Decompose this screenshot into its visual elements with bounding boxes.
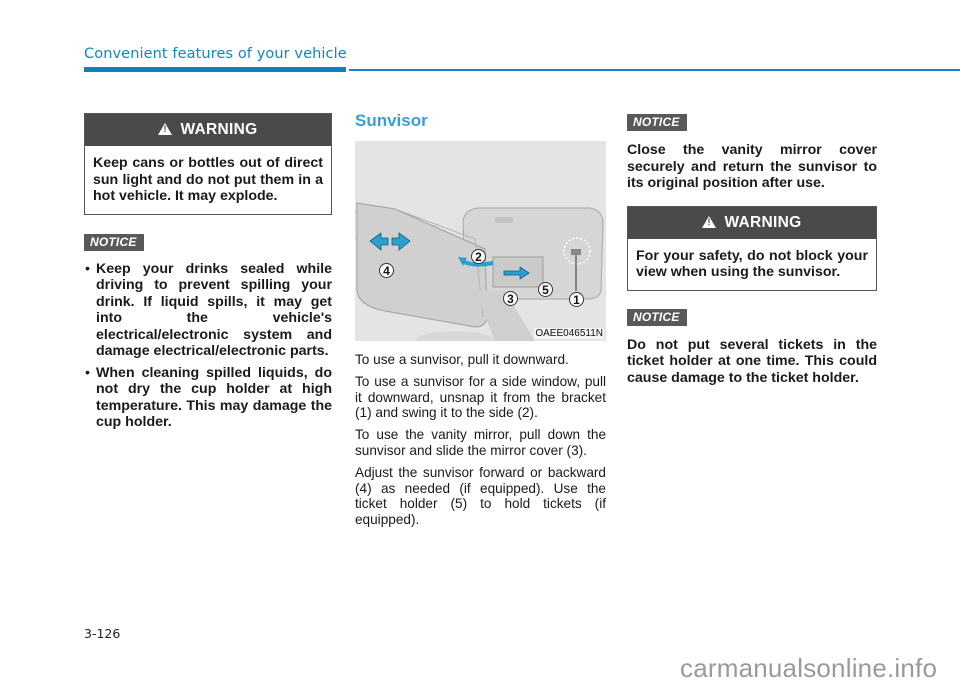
warning-label: WARNING <box>724 213 802 231</box>
warning-header <box>628 207 876 239</box>
header-accent-bar <box>84 67 346 72</box>
notice-bullet-item: • Keep your drinks sealed while driving to prevent spilling your drink. If liquid spills, it may get into the vehicle's electrical/electronic system and damage electrical/electronic parts. <box>84 261 332 360</box>
warning-triangle-icon <box>702 216 716 228</box>
warning-header <box>85 114 331 146</box>
notice-badge: NOTICE <box>84 234 144 251</box>
warning-triangle-icon <box>158 123 172 135</box>
section-header-title: Convenient features of your vehicle <box>84 46 347 62</box>
sunvisor-title: Sunvisor <box>355 111 428 130</box>
header-rule <box>349 69 960 71</box>
notice-bullet-list <box>84 261 332 431</box>
right-column <box>627 113 877 386</box>
callout-2: 2 <box>471 249 486 264</box>
sunvisor-drawing <box>355 141 606 341</box>
callout-3: 3 <box>503 291 518 306</box>
notice-bullet-item: • When cleaning spilled liquids, do not dry the cup holder at high temperature. This may damage the cup holder. <box>84 365 332 431</box>
middle-column <box>355 111 606 534</box>
warning-box-view <box>627 206 877 291</box>
callout-1: 1 <box>569 292 584 307</box>
paragraph: To use the vanity mirror, pull down the sunvisor and slide the mirror cover (3). <box>355 427 606 458</box>
warning-text: Keep cans or bottles out of direct sun light and do not put them in a hot vehicle. It may explode. <box>93 155 323 204</box>
left-column <box>84 113 332 436</box>
callout-4: 4 <box>379 263 394 278</box>
figure-code: OAEE046511N <box>535 328 603 339</box>
warning-label: WARNING <box>180 121 258 138</box>
notice-text: Do not put several tickets in the ticket holder at one time. This could cause damage to the ticket holder. <box>627 336 877 386</box>
watermark: carmanualsonline.info <box>680 653 938 683</box>
notice-text: Close the vanity mirror cover securely and return the sunvisor to its original position after use. <box>627 142 877 191</box>
warning-box-cans <box>84 113 332 215</box>
warning-text: For your safety, do not block your view when using the sunvisor. <box>636 247 868 280</box>
callout-5: 5 <box>538 282 553 297</box>
paragraph: To use a sunvisor for a side window, pull it downward, unsnap it from the bracket (1) and swing it to the side (2). <box>355 373 606 421</box>
notice-badge: NOTICE <box>627 114 687 131</box>
notice-badge: NOTICE <box>627 309 687 326</box>
paragraph: To use a sunvisor, pull it downward. <box>355 352 569 367</box>
paragraph: Adjust the sunvisor forward or backward (4) as needed (if equipped). Use the ticket holder (5) to hold tickets (if equipped). <box>355 464 606 528</box>
sunvisor-illustration <box>355 141 606 341</box>
page-number: 3-126 <box>84 626 121 641</box>
